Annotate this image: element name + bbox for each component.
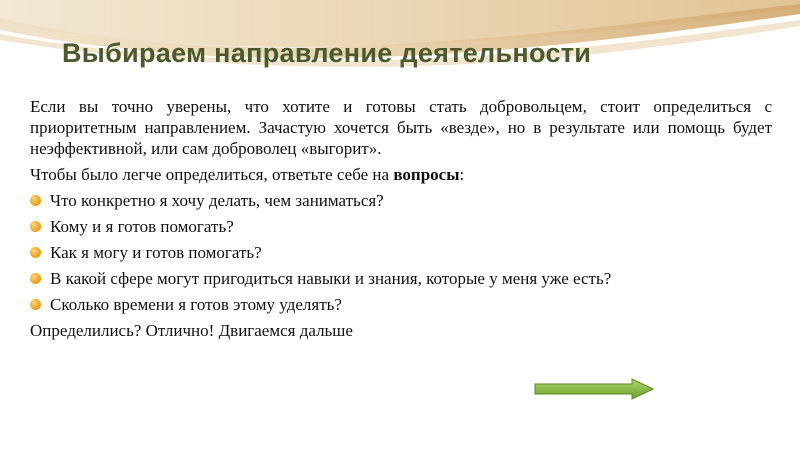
lead-in-paragraph [30, 164, 772, 185]
question-text: В какой сфере могут пригодиться навыки и знания, которые у меня уже есть? [50, 269, 612, 288]
circle-bullet-icon [30, 195, 41, 206]
circle-bullet-icon [30, 299, 41, 310]
questions-list [30, 190, 772, 315]
right-arrow-icon[interactable] [534, 378, 654, 400]
question-text: Что конкретно я хочу делать, чем заниматься? [50, 191, 384, 210]
question-text: Как я могу и готов помогать? [50, 243, 262, 262]
question-text: Сколько времени я готов этому уделять? [50, 295, 342, 314]
closing-text: Определились? Отлично! Двигаемся дальше [30, 321, 353, 340]
lead-in-text: Чтобы было легче определиться, ответьте себе на [30, 165, 394, 184]
slide-body [30, 96, 772, 341]
list-item [30, 216, 772, 237]
slide-title: Выбираем направление деятельности [62, 38, 592, 68]
list-item [30, 190, 772, 211]
lead-in-bold-text: вопросы [393, 165, 460, 184]
list-item [30, 294, 772, 315]
circle-bullet-icon [30, 247, 41, 258]
circle-bullet-icon [30, 221, 41, 232]
list-item [30, 268, 772, 289]
question-text: Кому и я готов помогать? [50, 217, 234, 236]
circle-bullet-icon [30, 273, 41, 284]
lead-in-colon: : [459, 165, 465, 184]
intro-paragraph: Если вы точно уверены, что хотите и готовы стать добровольцем, стоит определиться с приоритетным направлением. Зачастую хочется быть «везде», но в результате или помощь будет неэффективной, или сам доброволец «выгорит». [30, 97, 772, 158]
list-item [30, 242, 772, 263]
